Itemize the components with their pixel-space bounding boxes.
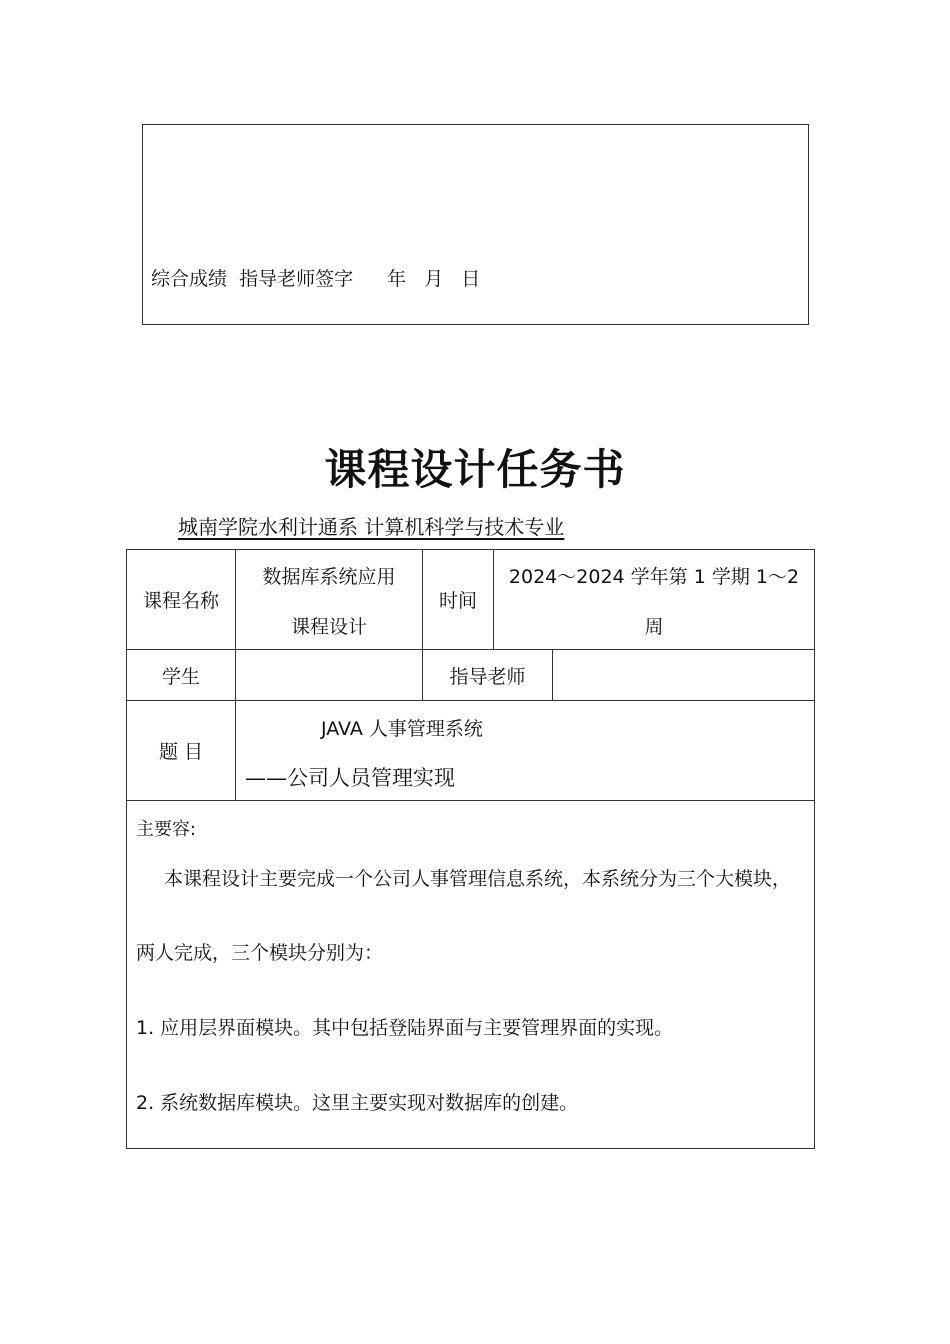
- supervisor-label: 指导老师: [449, 665, 526, 688]
- course-name-line1: 数据库系统应用: [262, 565, 396, 588]
- topic-line2: ——公司人员管理实现: [245, 766, 455, 790]
- page-title: 课程设计任务书: [324, 445, 626, 494]
- month-label: 月: [424, 268, 444, 290]
- year-label: 年: [387, 268, 407, 290]
- supervisor-signature-label: 指导老师签字: [239, 268, 354, 290]
- course-name-label: 课程名称: [142, 590, 219, 612]
- course-name-line2: 课程设计: [290, 615, 367, 638]
- day-label: 日: [461, 268, 481, 290]
- table-border-bottom: [126, 1148, 815, 1149]
- topic-line1: JAVA 人事管理系统: [321, 718, 483, 740]
- content-item-1: 1. 应用层界面模块。其中包括登陆界面与主要管理界面的实现。: [136, 1017, 674, 1039]
- content-label: 主要容:: [136, 819, 197, 840]
- evaluation-line: [151, 264, 480, 291]
- composite-score-label: 综合成绩: [151, 268, 228, 290]
- supervisor-value: [553, 650, 814, 700]
- content-paragraph-line1: 本课程设计主要完成一个公司人事管理信息系统，本系统分为三个大模块，: [164, 868, 792, 890]
- content-item-2: 2. 系统数据库模块。这里主要实现对数据库的创建。: [136, 1092, 579, 1114]
- time-label: 时间: [438, 590, 477, 612]
- department-subtitle: 城南学院水利计通系 计算机科学与技术专业: [178, 515, 565, 539]
- row-divider: [126, 800, 815, 801]
- student-label: 学生: [161, 665, 200, 688]
- evaluation-box: [142, 124, 809, 325]
- time-line1: 2024～2024 学年第 1 学期 1～2: [508, 565, 800, 588]
- table-border-right: [814, 549, 815, 1149]
- student-value: [236, 650, 422, 700]
- time-line2: 周: [644, 615, 664, 638]
- topic-label: 题 目: [158, 741, 204, 763]
- content-paragraph-line2: 两人完成，三个模块分别为：: [136, 942, 384, 964]
